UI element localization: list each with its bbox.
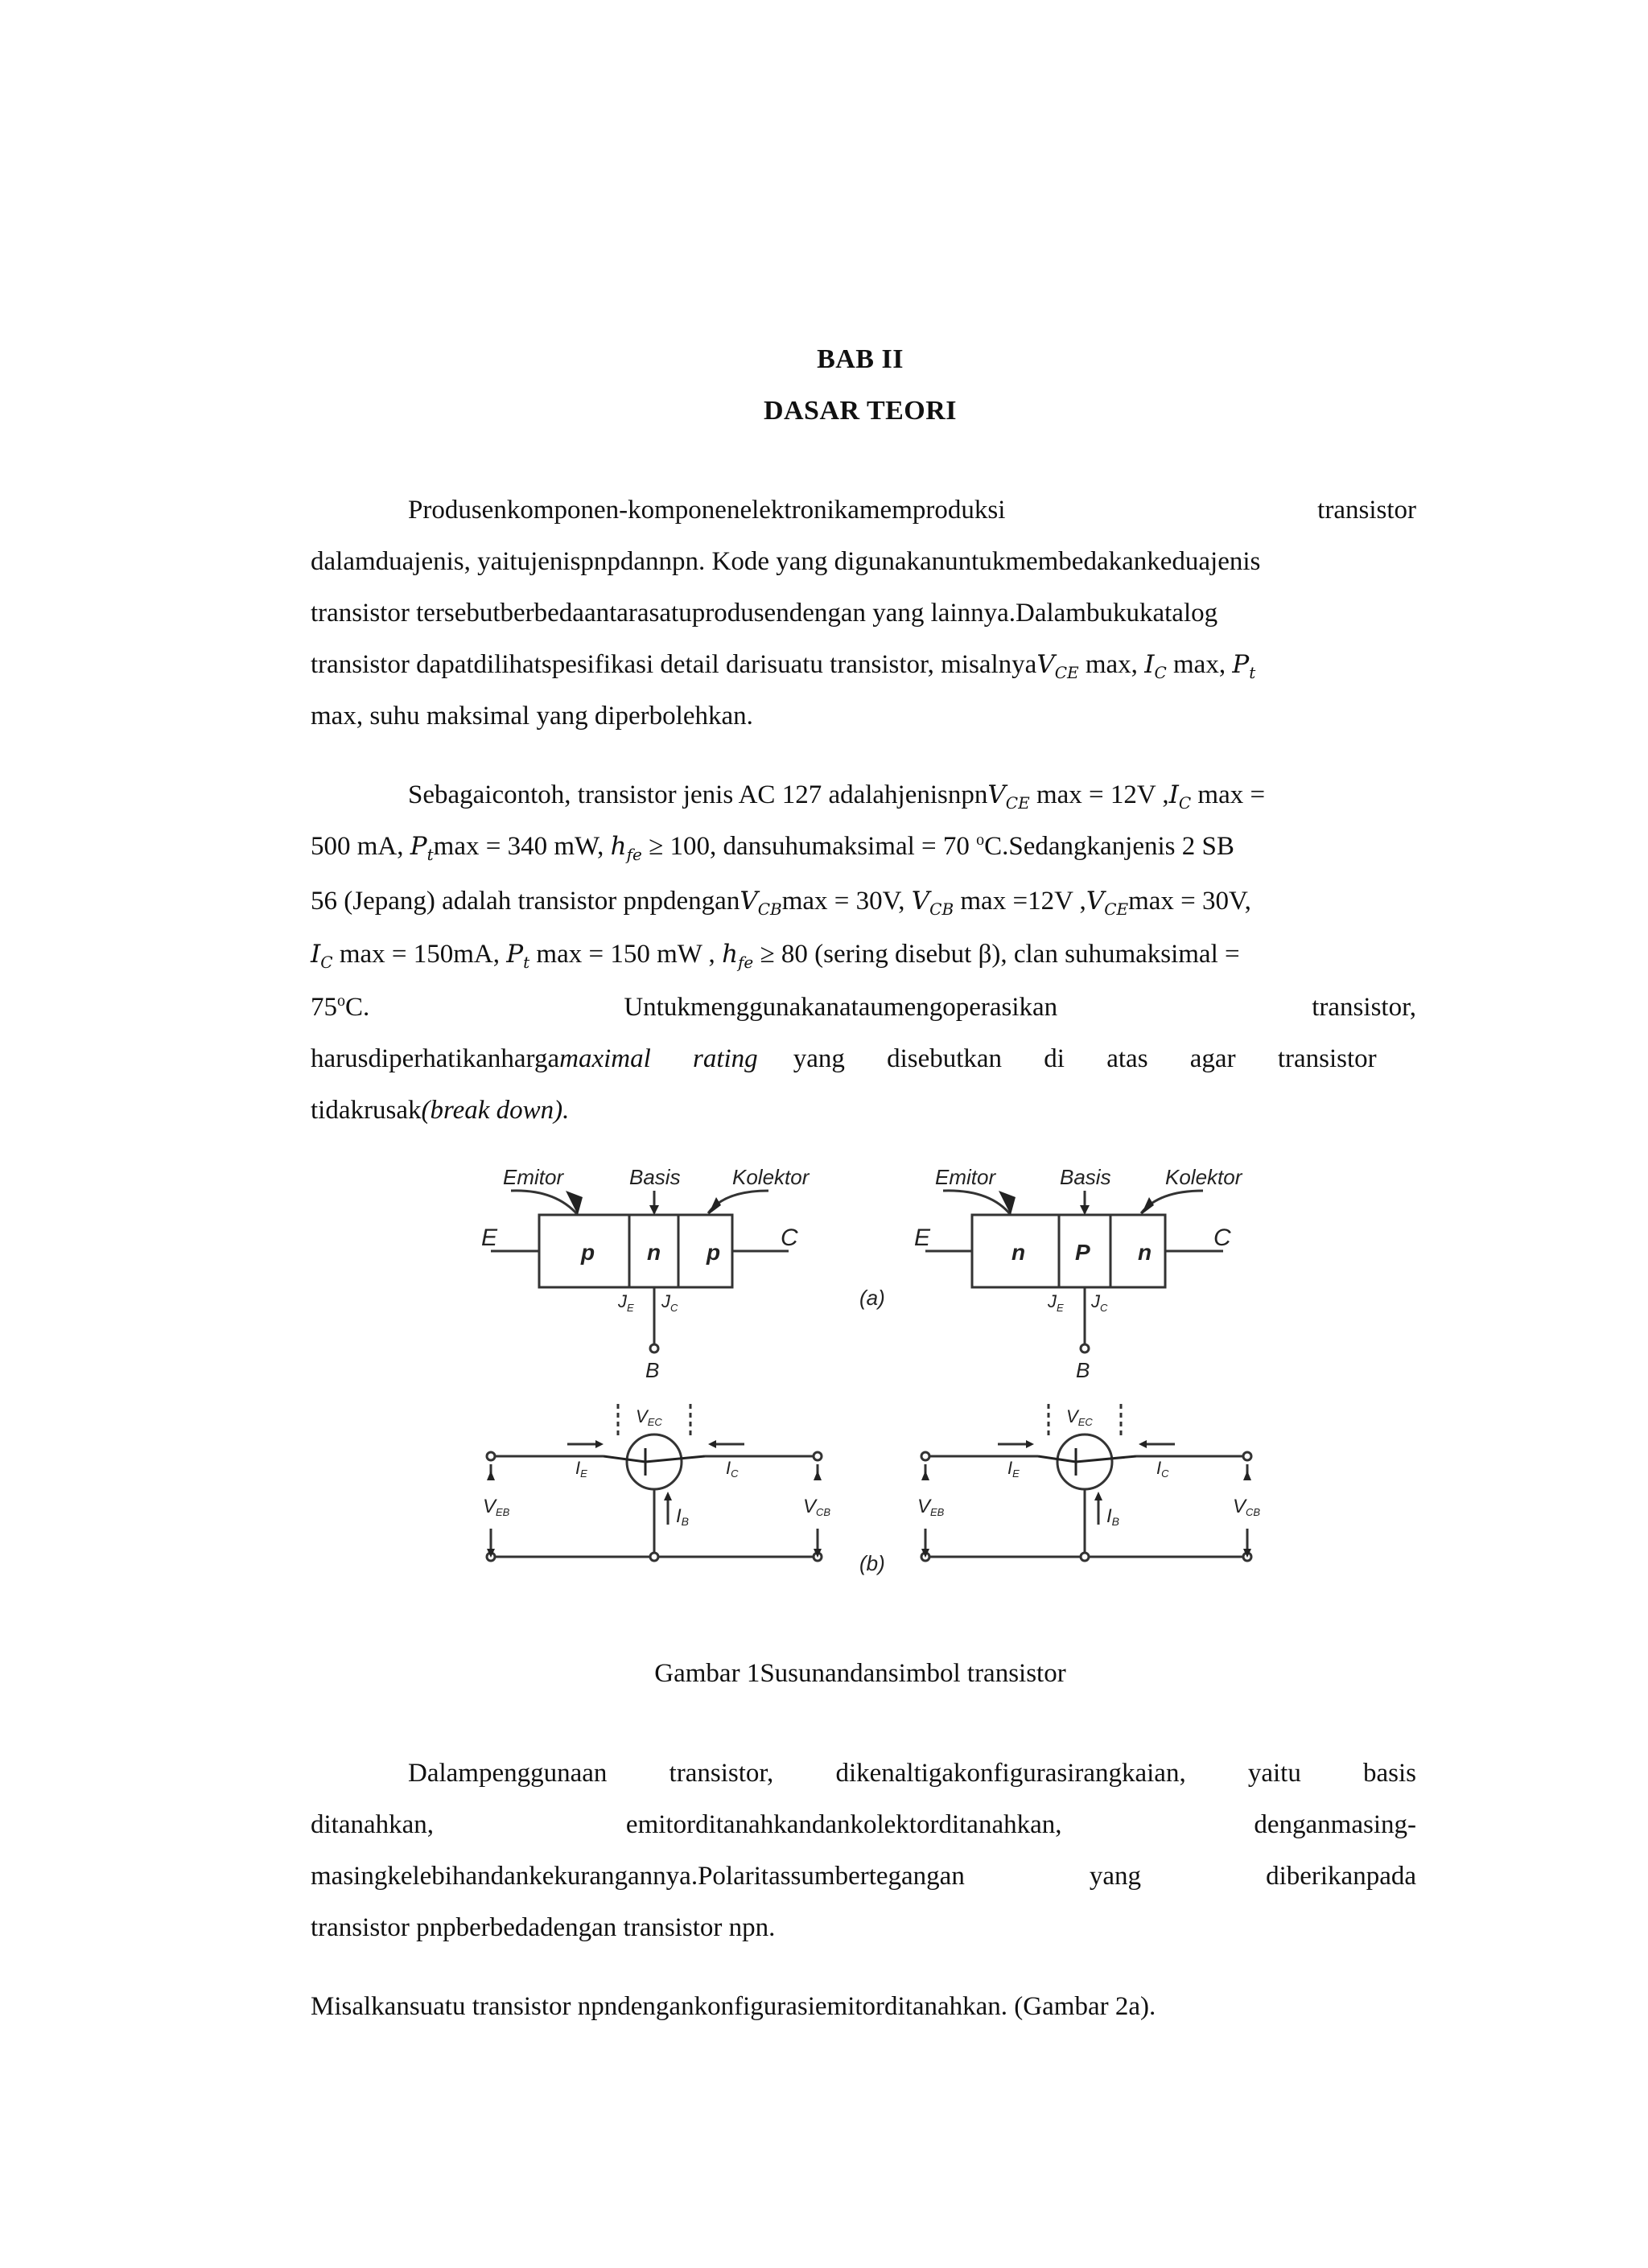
label-je: $J_E$ xyxy=(1048,1291,1064,1314)
text-span: max = 12V , xyxy=(1036,780,1169,809)
arrow-head xyxy=(708,1440,716,1448)
label-vcb: VCB xyxy=(1233,1496,1261,1518)
label-ie: IE xyxy=(575,1458,587,1480)
arrow-head xyxy=(487,1471,495,1480)
text-line xyxy=(311,1860,1416,1892)
arrow-head xyxy=(649,1205,659,1215)
math-ic: $I_C$ xyxy=(1144,650,1167,683)
arrow-head xyxy=(1243,1471,1251,1480)
label-ic: IC xyxy=(726,1458,739,1480)
arrow-head xyxy=(595,1440,604,1448)
label-a: (a) xyxy=(859,1286,885,1310)
math-vce: $V_{CE}$ xyxy=(1086,887,1129,920)
text-line xyxy=(311,830,1416,871)
degree-sup: o xyxy=(976,831,985,849)
text-line xyxy=(311,1094,1416,1126)
text-span: max =12V , xyxy=(960,887,1086,916)
label-jc: $J_C$ xyxy=(661,1291,678,1314)
italic-span: (break down). xyxy=(421,1096,570,1125)
text-span: max = 150mA, xyxy=(339,940,500,969)
text-span: ≥ 100, dansuhumaksimal = 70 xyxy=(649,832,970,861)
label-e: E xyxy=(481,1225,498,1251)
label-vec: VEC xyxy=(636,1406,662,1428)
text-line xyxy=(311,1809,1416,1841)
figure-svg xyxy=(475,1159,1279,1593)
paragraph-4: Misalkansuatu transistor npndengankonfigurasiemitorditanahkan. (Gambar 2a). xyxy=(311,1992,1156,2021)
chapter-heading: BAB II xyxy=(817,344,904,374)
arrow-head xyxy=(1139,1440,1147,1448)
label-vcb: VCB xyxy=(803,1496,831,1518)
text-span: Untukmenggunakanataumengoperasikan xyxy=(624,993,1058,1022)
arrow-head xyxy=(1141,1197,1154,1215)
text-span: max = 30V, xyxy=(1128,887,1251,916)
text-line xyxy=(408,1757,1416,1789)
text-span: max, xyxy=(1173,650,1226,679)
italic-span: maximal rating xyxy=(559,1044,758,1073)
text-span: ditanahkan, xyxy=(311,1810,435,1839)
label-ib: IB xyxy=(1106,1505,1120,1528)
text-span: yang disebutkan di atas agar transistor xyxy=(793,1044,1377,1073)
math-ic: $I_C$ xyxy=(1168,780,1192,813)
npn-block xyxy=(972,1215,1165,1287)
text-span: yang xyxy=(1089,1862,1142,1891)
label-kolektor: Kolektor xyxy=(732,1165,810,1189)
label-n: n xyxy=(1138,1240,1152,1265)
text-span: max = 340 mW, xyxy=(433,832,604,861)
label-e: E xyxy=(914,1225,931,1251)
label-b-caption: (b) xyxy=(859,1551,885,1575)
text-span: ≥ 80 (sering disebut β), clan suhumaksimal = xyxy=(760,940,1240,969)
text-line xyxy=(311,991,1416,1023)
text-span: basis xyxy=(1362,1759,1416,1788)
label-veb: VEB xyxy=(483,1496,510,1518)
label-vec: VEC xyxy=(1066,1406,1093,1428)
arrow-head xyxy=(664,1492,672,1500)
arrow-head xyxy=(1094,1492,1102,1500)
math-vcb: $V_{CB}$ xyxy=(740,887,782,920)
math-pt: $P_t$ xyxy=(1232,650,1256,683)
math-vce: $V_{CE}$ xyxy=(1036,650,1079,683)
text-span: dikenaltigakonfigurasirangkaian, xyxy=(835,1759,1186,1788)
transistor-figure xyxy=(475,1159,1279,1593)
arrow-head xyxy=(1026,1440,1034,1448)
text-span: yaitu xyxy=(1247,1759,1301,1788)
text-span: transistor dapatdilihatspesifikasi detail darisuatu transistor, misalnya xyxy=(311,650,1037,679)
math-hfe: $h_{fe}$ xyxy=(610,832,642,865)
pnp-block xyxy=(539,1215,732,1287)
text-line: max, suhu maksimal yang diperbolehkan. xyxy=(311,702,753,731)
text-line xyxy=(311,885,1416,925)
math-vce: $V_{CE}$ xyxy=(987,780,1030,813)
label-ib: IB xyxy=(676,1505,690,1528)
chapter-title: DASAR TEORI xyxy=(763,396,958,426)
math-vcb: $V_{CB}$ xyxy=(911,887,954,920)
label-p-upper: P xyxy=(1075,1240,1090,1265)
text-line xyxy=(311,597,1416,629)
text-span: max, xyxy=(1085,650,1138,679)
text-span: max = xyxy=(1197,780,1266,809)
label-b: B xyxy=(1076,1358,1090,1382)
text-line xyxy=(311,648,1416,689)
text-line: dalamduajenis, yaitujenispnpdannpn. Kode yang digunakanuntukmembedakankeduajenis xyxy=(311,547,1261,576)
text-span: C.Sedangkanjenis 2 SB xyxy=(984,832,1234,861)
text-span: Dalampenggunaan xyxy=(408,1759,608,1788)
figure-caption: Gambar 1Susunandansimbol transistor xyxy=(654,1659,1066,1688)
arrow-head xyxy=(1080,1205,1090,1215)
text-span: max = 30V, xyxy=(781,887,905,916)
label-jc: $J_C$ xyxy=(1091,1291,1108,1314)
text-line xyxy=(311,938,1416,978)
label-veb: VEB xyxy=(917,1496,945,1518)
label-basis: Basis xyxy=(1060,1165,1111,1189)
text-span: transistor tersebutberbedaantarasatuprodusendengan yang lainnya.Dalambukukatalog xyxy=(311,599,1218,628)
label-b: B xyxy=(645,1358,660,1382)
math-pt: $P_t$ xyxy=(506,940,530,973)
label-ic: IC xyxy=(1156,1458,1169,1480)
arrow-head xyxy=(708,1197,721,1215)
label-emitor: Emitor xyxy=(935,1165,996,1189)
text-line: transistor pnpberbedadengan transistor npn. xyxy=(311,1913,776,1942)
text-span: Produsenkomponen-komponenelektronikamemproduksi xyxy=(408,496,1006,525)
label-emitor: Emitor xyxy=(503,1165,564,1189)
text-line xyxy=(311,1043,1416,1075)
text-span: transistor, xyxy=(1312,993,1416,1022)
math-pt: $P_t$ xyxy=(410,832,434,865)
label-c: C xyxy=(1213,1225,1231,1251)
label-n: n xyxy=(647,1240,661,1265)
label-basis: Basis xyxy=(629,1165,681,1189)
text-span: denganmasing- xyxy=(1254,1810,1416,1839)
math-ic: $I_C$ xyxy=(311,940,333,973)
text-span: emitorditanahkandankolektorditanahkan, xyxy=(625,1810,1062,1839)
text-span: max = 150 mW , xyxy=(536,940,715,969)
text-span: 500 mA, xyxy=(311,832,404,861)
label-kolektor: Kolektor xyxy=(1165,1165,1242,1189)
arrow-head xyxy=(921,1471,929,1480)
text-span: Sebagaicontoh, transistor jenis AC 127 adalahjenisnpn xyxy=(408,780,988,809)
label-c: C xyxy=(781,1225,798,1251)
arrow-head xyxy=(814,1471,822,1480)
label-je: $J_E$ xyxy=(618,1291,634,1314)
text-span: harusdiperhatikanharga xyxy=(311,1044,560,1073)
text-span: 75$^o$C. xyxy=(311,992,370,1022)
text-span: transistor, xyxy=(669,1759,774,1788)
text-span: masingkelebihandankekurangannya.Polaritassumbertegangan xyxy=(311,1862,965,1891)
text-span: 56 (Jepang) adalah transistor pnpdengan xyxy=(311,887,740,916)
text-span: transistor xyxy=(1317,496,1416,525)
label-p: p xyxy=(581,1240,595,1265)
label-ie: IE xyxy=(1007,1458,1020,1480)
label-p: p xyxy=(707,1240,721,1265)
text-span: tidakrusak xyxy=(311,1096,422,1125)
label-n: n xyxy=(1011,1240,1026,1265)
math-hfe: $h_{fe}$ xyxy=(722,940,754,973)
text-span: diberikanpada xyxy=(1266,1862,1416,1891)
text-line xyxy=(408,779,1416,819)
